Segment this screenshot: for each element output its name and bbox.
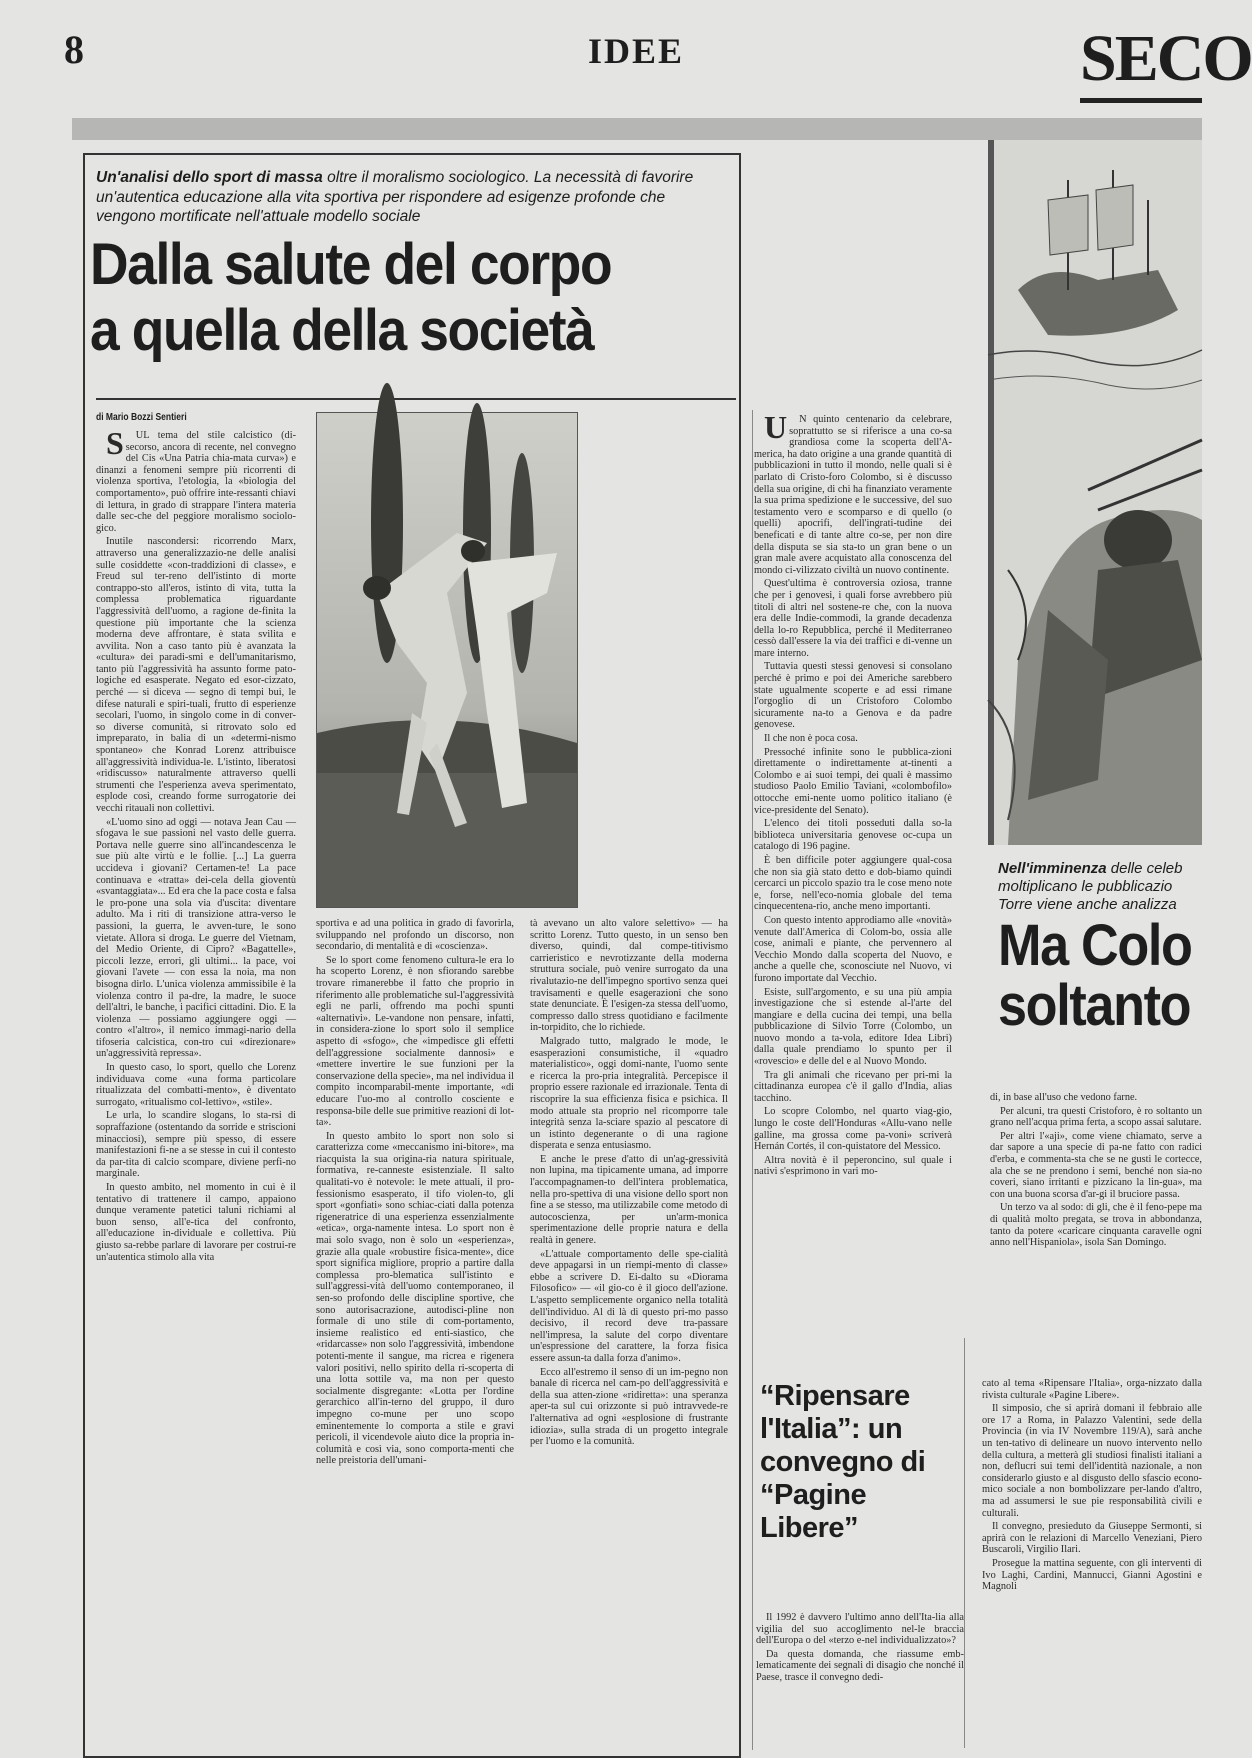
paragraph: Pressoché infinite sono le pubblica-zioni direttamente o indirettamente at-tinenti a Colombo e ai suoi tempi, dei quali è massimo studioso Paolo Emilio Taviani, «colombofilo» ottocche emi-nente uomo politico italiano (è vice-presidente del Senato). [754, 746, 952, 816]
paragraph: Le urla, lo scandire slogans, lo sta-rsi di sopraffazione (ostentando da sorride e striscioni minacciosi), sempre più spesso, di essere manifestazioni fi-ne a se stesse in cui il contesto da par-tita di calcio scompare, diviene perfi-no marginale. [96, 1110, 296, 1180]
paragraph: SUL tema del stile calcistico (di-secorso, ancora di recente, nel convegno del Cis «Una Patria chia-mata curva») e dinanzi a fenomeni sempre più ricorrenti di violenza sportiva, l'etologia, la «biologia del comportamento», può offrire inte-ressanti chiavi di lettura, in grado di strappare l'intera materia dalle sec-che del peggiore moralismo sociolo-gico. [96, 425, 296, 534]
main-kicker-bold: Un'analisi dello sport di massa [96, 169, 323, 186]
convegno-headline: “Ripensare l'Italia”: un convegno di “Pagine Libere” [760, 1380, 926, 1544]
convegno-body-continued [982, 1378, 1202, 1748]
paragraph: Tra gli animali che ricevano per pri-mi la cittadinanza europea c'è il gallo d'India, alias tacchino. [754, 1069, 952, 1104]
colombo-headline-line-2: soltanto [998, 973, 1191, 1038]
paragraph: Prosegue la mattina seguente, con gli interventi di Ivo Laghi, Cardini, Mannucci, Gianni Agostini e Magnoli [982, 1557, 1202, 1593]
paragraph: «L'uomo sino ad oggi — notava Jean Cau — sfogava le sue passioni nel vasto delle guerra. Portava nelle guerre sino all'incandescenza le sue più alte virtù e le follie. [...] La guerra uccideva i giovani? Certamen-te! La pace continuava e «tratta» dei-cela della gioventù «svantaggiata»... Ed era che la pace costa e falsa le pro-pone una sola via d'uscita: diventare adulto. Ma i riti di transizione attra-verso le passioni, la guerra, le avven-ture, le sono vietate. Allora si droga. Le guerre del Vietnam, del Medio Oriente, di Cipro? «Bagattelle», piccoli lezze, errori, gli ultimi... la pace, voi giovani l'avete — con essa la noia, ma non bisogna dirlo. L'unica violenza ammissibile è la violenza contro il pa-dre, la madre, le suoce dell'altri, le banche, i pacifici cittadini. Dio. E la violenza — possiamo aggiungere oggi — contro «l'altro», il nemico immagi-nario della tifoseria calcistica, con-tro cui «direzionare» un'aggressività repressa». [96, 816, 296, 1060]
paragraph: Da questa domanda, che riassume emb-lematicamente dei segnali di disagio che nonché il Paese, trasce il convegno dedi- [756, 1648, 964, 1683]
paragraph: sportiva e ad una politica in grado di favorirla, sviluppando nel profondo un discorso, non secondario, di mentalità e di «coscienza». [316, 918, 514, 953]
paragraph: Con questo intento approdiamo alle «novità» venute dall'America di Colom-bo, ossia alle cose, animali e piante, che pervennero al Vecchio Mondo dalla scoperta del Nuovo, e anche a quelle che, sconosciute nel Nuovo, vi furono importate dal Vecchio. [754, 914, 952, 984]
colombo-kicker-bold: Nell'imminenza [998, 860, 1107, 877]
paragraph: Quest'ultima è controversia oziosa, tranne che per i genovesi, i quali forse avrebbero più titoli di altri nel sostene-re che, con la nuova era delle Indie-commodi, la grande decadenza della lo-ro Repubblica, perché il Mediterraneo cessò dall'essere la via dei traffici e di-venne un mare interno. [754, 578, 952, 659]
paragraph: Un terzo va al sodo: di gli, che è il feno-pepe ma di qualità molto pregata, se trova in abbondanza, tanto da potere «caricare cinquanta caravelle ogni anno nell'Hispaniola», isola San Domingo. [990, 1202, 1202, 1249]
colombo-continuation [990, 1092, 1202, 1342]
paragraph: Il convegno, presieduto da Giuseppe Sermonti, si aprirà con le relazioni di Marcello Veneziani, Piero Buscaroli, Virgilio Ilari. [982, 1521, 1202, 1556]
byline: di Mario Bozzi Sentieri [96, 412, 187, 423]
section-title: IDEE [588, 31, 685, 71]
main-headline-line-2: a quella della società [90, 298, 594, 363]
ship-engraving-image [988, 140, 1202, 845]
main-kicker-rest: oltre il moralismo sociologico. La necessità di favorire un'autentica educazione alla vita sportiva per rispondere ad esigenze profonde che vengono mortificate nell'attuale modello sociale [96, 169, 694, 225]
paragraph: cato al tema «Ripensare l'Italia», orga-nizzato dalla rivista culturale «Pagine Libere». [982, 1378, 1202, 1401]
colombo-kicker [998, 860, 1202, 914]
paragraph: In questo caso, lo sport, quello che Lorenz individuava come «una forma particolare ritualizzata del combatti-mento», è diventato surrogato, «ritualismo col-lettivo», «stile». [96, 1062, 296, 1108]
paragraph: Altra novità è il peperoncino, sul quale i nativi s'esprimono in vari mo- [754, 1154, 952, 1178]
paragraph: È ben difficile poter aggiungere qual-cosa che non sia già stato detto e dob-biamo quindi cercarci un piccolo spazio tra le cose meno note e, forse, nell'eco-nomia globale del tema cinquecentena-rio, anche meno importanti. [754, 854, 952, 913]
paragraph: Inutile nascondersi: ricorrendo Marx, attraverso una generalizzazio-ne delle analisi sulle cosiddette «con-traddizioni di classe», e Freud sul ter-reno dell'istinto di morte contrappo-sto all'eros, istinto di vita, tutta la complessa problematica riguardante l'aggressività dell'uomo, a ragione de-finita la questione più importante che la scienza moderna deve affrontare, è stata svilita e avvilita. Non a caso tanto più è avanzata la «cultura» dei paradi-smi e dell'umanitarismo, tanto più l'aggressività ha assunto forme pato-logiche ed esasperate. Negato ed esor-cizzato, perché — si diceva — segno di tempi bui, le difese naturali e spiri-tuali, frutto di esperienze secolari, l'uomo, in singolo come in di conver-so diverse comunità, si ritrovato solo ed impreparato, in balia di un «determi-nismo spontaneo» che Konrad Lorenz attribuisce all'aggressività individua-le. L'istinto, liberatosi «ridiscusso» naturalmente attraverso quelli strumenti che l'esperienza aveva sperimentato, esplode così, creando forme surrogatorie dei vecchi ritauali non collettivi. [96, 536, 296, 814]
column-divider [752, 410, 753, 1750]
paragraph: In questo ambito lo sport non solo si caratterizza come «meccanismo ini-bitore», ma riacquista la sua origina-ria natura spirituale, formativa, re-canneste esistenziale. Il salto qualitati-vo è notevole: le mete attuali, il pro-fessionismo esasperato, il tifo violen-to, gli sport «gonfiati» sono schiac-ciati dalla potenza rigeneratrice di una esperienza essenzialmente «etica», orga-namente intesa. Lo sport non è mai solo svago, non è solo un «esperienza», grazie alla quale «robustire fisica-mente», dice sport significa migliore, proprio a partire dalla complessa pro-blematica sull'istinto e sull'aggressi-vità dell'uomo contemporaneo, il sen-so profondo delle discipline sportive, che sono autorisacrazione, autodisci-pline non formale di uno stile di com-portamento, insieme realistico ed enti-siastico, che «ridarcasse» non solo l'aggressività, imbendone potenti-mente il sangue, ma ricrea e rigenera valori positivi, nello spirito della ri-scoperta di una lotta sottile va, ma non per questo socialmente disgregante: «Lotta per l'ordine gerarchico all'in-terno del gruppo, il duro impegno co-mune per uno scopo eminentemente lo comporta a stile e gravi pericoli, il vicendevole aiuto dice la propria in-columità e così via, sono comporta-menti che nelle preistoria dell'umani- [316, 1130, 514, 1467]
paragraph: Il simposio, che si aprirà domani il febbraio alle ore 17 a Roma, in Palazzo Valentini, sede della Provincia (in via IV Novembre 119/A), sarà anche un ten-tativo di delineare un nuovo intervento nello della cultura, a metterà gli studiosi finalisti italiani a non, deflucri sui temi dell'identità nazionale, a non considerarlo giusto e al disgusto dello sfascio econo-mico sociale a non bombolizzare per-lando d'altro, ma ad assumersi le sue pie responsabilità civili e culturali. [982, 1403, 1202, 1519]
main-column-1 [96, 425, 296, 1748]
main-headline [90, 232, 679, 364]
paragraph: Ecco all'estremo il senso di un im-pegno non banale di ricerca nel cam-po dell'aggressività e della sua atten-zione «ridiretta»: una speranza aper-ta sul cui orizzonte si può intravvede-re l'alternativa ad ogni «esplosione di frustrante idiozia», sulla strada di un progetto integrale per l'uomo e la comunità. [530, 1366, 728, 1448]
colombo-headline [998, 913, 1192, 1038]
paragraph: Tuttavia questi stessi genovesi si consolano perché è primo e poi dei Americhe sarebbero state ugualmente scoperte e ad essi rimane l'orgoglio di un Cristoforo Colombo sicuramente na-to a Genova e da padre genovese. [754, 661, 952, 731]
next-page-masthead [1080, 20, 1252, 103]
paragraph: «L'attuale comportamento delle spe-cialità deve appagarsi in un riempi-mento di classe» ebbe a scrivere D. Ei-dalto su «Diorama Filosofico» — «il gio-co è il gioco dell'azione. L'aspetto semplicemente organico nella totalità dell'individuo. Al di là di questo pri-mo passo decisivo, il record deve tra-passare nell'impresa, la salute del corpo diventare un'espressione del carattere, la forza fisica essere assun-ta dalla forza d'animo». [530, 1248, 728, 1364]
paragraph: Lo scopre Colombo, nel quarto viag-gio, lungo le coste dell'Honduras «Allu-vano nelle galline, ma grossa come pa-voni» scriverà Hernán Cortés, il con-quistatore del Messico. [754, 1106, 952, 1153]
colombo-kicker-rest: delle celeb [1106, 860, 1183, 877]
paragraph: Se lo sport come fenomeno cultura-le era lo ha scoperto Lorenz, è non sfiorando sarebbe trovare rimanerebbe il fatto che proprio in riferimento alle problematiche sul-l'aggressività egli ne parli, offrendo ma pochi spunti «alternativi». Le-vandone non pensare, infatti, in considera-zione lo sport solo il semplice aspetto di «sfogo», che «impedisce gli effetti dell'aggressione socialmente dannosi» e «mettere invertire le sue funzioni per la conservazione della specie», ma nel individua il compito incomparabil-mente importante, «di educare l'uo-mo al controllo cosciente e responsa-bile delle sue primitive reazioni di lot-ta». [316, 954, 514, 1129]
paragraph: L'elenco dei titoli posseduti dalla so-la biblioteca universitaria genovese oc-cupa un catalogo di 196 pagine. [754, 818, 952, 853]
headline-rule [96, 398, 736, 400]
paragraph: Per altri l'«aji», come viene chiamato, serve a dar sapore a una specie di pa-ne fatto con radici d'erba, e commenta-sta che se ne gusti le cortecce, ala che se ne prendono i semi, benché non sia-no coveri, siano irritanti e pizzicano la lin-gua», ma con una buona scorsa d'ar-gi il bruciore passa. [990, 1130, 1202, 1200]
colombo-article-body [754, 409, 952, 1424]
athletes-photo [316, 412, 578, 908]
next-masthead-text: SECO [1080, 22, 1252, 95]
paragraph: Per alcuni, tra questi Cristoforo, è ro soltanto un grano nell'acqua prima ferta, a scopo assai salutare. [990, 1105, 1202, 1129]
paragraph: di, in base all'uso che vedono farne. [990, 1092, 1138, 1103]
paragraph: E anche le prese d'atto di un'ag-gressività non lupina, ma tipicamente umana, ad imporre l'accompagnamen-to dell'intera problematica, nella pro-spettiva di una visione dello sport non fine a se stesso, ma utilizzabile come metodo di autocoscienza, per un'arm-monica sperimentazione delle proprie natura e della realtà in genere. [530, 1153, 728, 1247]
main-column-3 [530, 918, 728, 1748]
convegno-body [756, 1612, 964, 1748]
paragraph: UN quinto centenario da celebrare, soprattutto se si riferisce a una co-sa grandiosa come la scoperta dell'A-merica, ha dato origine a una grande quantità di pubblicazioni in tutto il mondo, nelle quali si è parlato di Cristo-foro Colombo, si è discusso della sua origine, di chi ha finanziato veramente la sua prima spedizione e le successive, del suo testamento vero e scomparso e di quello (o quelli) apocrifi, dell'ingrati-tudine dei beneficati e di tante altre co-se, per non dire della disputa se sia sta-to un gran bene o un gran male avere acquistato alla conoscenza del mondo ci-vilizzato civiltà un nuovo continente. [754, 409, 952, 576]
paragraph: tà avevano un alto valore selettivo» — ha scritto Lorenz. Tutto questo, in un senso ben diverso, quindi, dal compe-titivismo carrieristico e nevrotizzante della moderna struttura sociale, può venire surrogato da una rivalutazio-ne dell'impegno sportivo senza quei travisamenti e quelle esagerazioni che sono state denunciate. È l'esigen-za stessa dell'uomo, compresso dallo stress quotidiano e facilmente in-torpidito, che lo richiede. [530, 918, 728, 1034]
paragraph: Il che non è poca cosa. [764, 733, 858, 745]
main-kicker [96, 168, 700, 227]
paragraph: Esiste, sull'argomento, e su una più ampia investigazione che si estende al-l'arte del mangiare e della cucina dei tempi, una bella pubblicazione di Silvio Torre (Colombo, un nuovo mondo a ta-vola, editore Idea Libri) dalla quale prendiamo lo spunto per il «rovescio» e delle del e al Nuovo Mondo. [754, 986, 952, 1068]
header-band [72, 118, 1202, 140]
colombo-headline-line-1: Ma Colo [998, 913, 1192, 978]
colombo-kicker-line-2: moltiplicano le pubblicazio [998, 878, 1173, 895]
main-column-2 [316, 918, 514, 1748]
paragraph: In questo ambito, nel momento in cui è il tentativo di trattenere il campo, appaiono dunque veramente patetici taluni richiami al buon senso, all'e-tica del confronto, all'educazione in-dividuale e collettiva. Più giusto sa-rebbe parlare di lavorare per costrui-re un'autentica stimolo alla vita [96, 1182, 296, 1263]
athletes-photo-image [317, 413, 577, 907]
main-headline-line-1: Dalla salute del corpo [90, 232, 612, 297]
colombo-kicker-line-3: Torre viene anche analizza [998, 896, 1177, 913]
paragraph: Il 1992 è davvero l'ultimo anno dell'Ita-lia alla vigilia del suo accoglimento nel-le braccia dell'Europa o del «terzo e-nel individualizzato»? [756, 1612, 964, 1647]
paragraph: Malgrado tutto, malgrado le mode, le esasperazioni consumistiche, il «quadro materialistico», oggi domi-nante, l'uomo sente e ricerca la pro-pria integralità. Percepisce il proprio essere razionale ed irrazionale. Tenta di riscoprire la sua efficienza fisica e psichica. Il modo attuale sta proprio nel ricomporre tale integrità senza la-sciare spazio al pescatore di un istinto degenerante o di una ragione disperata e senza entusiasmo. [530, 1035, 728, 1152]
ship-engraving [988, 140, 1202, 845]
page-number: 8 [64, 27, 84, 72]
